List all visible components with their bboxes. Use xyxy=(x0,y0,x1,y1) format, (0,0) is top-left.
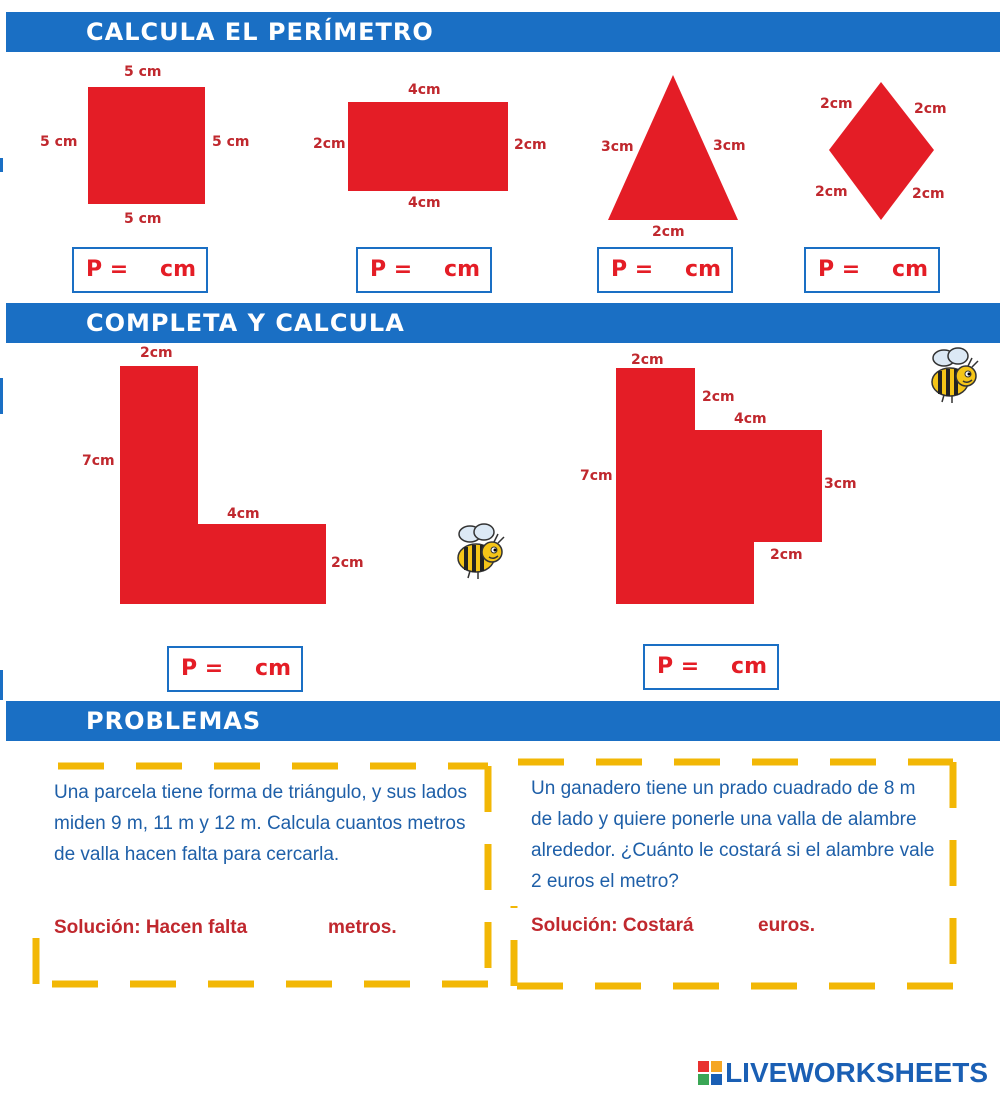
problem-1-solution-suffix: metros. xyxy=(328,917,397,938)
perimeter-unit: cm xyxy=(731,654,767,679)
perimeter-input-step-shape[interactable] xyxy=(703,655,731,681)
square-right-label: 5 cm xyxy=(212,134,250,150)
perimeter-input-square[interactable] xyxy=(132,258,160,284)
triangle-right-label: 3cm xyxy=(713,138,746,154)
logo-text: LIVEWORKSHEETS xyxy=(725,1057,988,1088)
step-shape-arm-top-label: 4cm xyxy=(734,411,767,427)
problem-2-solution-suffix: euros. xyxy=(758,915,816,936)
problem-1-solution-prefix: Solución: Hacen falta xyxy=(54,917,248,938)
perimeter-answer-box-step-shape xyxy=(643,644,779,690)
square-top-label: 5 cm xyxy=(124,64,162,80)
perimeter-answer-box-l-shape xyxy=(167,646,303,692)
problem-2-answer-input[interactable] xyxy=(706,913,754,939)
perimeter-answer-box-square xyxy=(72,247,208,293)
problem-2-solution-prefix: Solución: Costará xyxy=(531,915,694,936)
edge-mark xyxy=(0,378,3,414)
rectangle-bottom-label: 4cm xyxy=(408,195,441,211)
section-band-perimeter xyxy=(6,12,1000,52)
problem-1-text: Una parcela tiene forma de triángulo, y sus lados miden 9 m, 11 m y 12 m. Calcula cuantos metros de valla hacen falta para cercarla. xyxy=(54,782,467,865)
perimeter-prefix: P = xyxy=(181,656,224,681)
perimeter-answer-box-triangle xyxy=(597,247,733,293)
l-shape-top-label: 2cm xyxy=(140,345,173,361)
rectangle-right-label: 2cm xyxy=(514,137,547,153)
step-shape-lower-label: 2cm xyxy=(770,547,803,563)
triangle-left-label: 3cm xyxy=(601,139,634,155)
section-band-complete xyxy=(6,303,1000,343)
rectangle-left-label: 2cm xyxy=(313,136,346,152)
liveworksheets-logo xyxy=(698,1057,988,1089)
rhombus-top-left-label: 2cm xyxy=(820,96,853,112)
l-shape-left-label: 7cm xyxy=(82,453,115,469)
perimeter-unit: cm xyxy=(444,257,480,282)
perimeter-prefix: P = xyxy=(370,257,413,282)
perimeter-input-rectangle[interactable] xyxy=(416,258,444,284)
section-title: PROBLEMAS xyxy=(86,707,262,735)
bee-illustration xyxy=(922,344,984,406)
step-shape-arm-right-label: 3cm xyxy=(824,476,857,492)
perimeter-unit: cm xyxy=(255,656,291,681)
rhombus-bottom-left-label: 2cm xyxy=(815,184,848,200)
bee-illustration xyxy=(448,520,510,582)
problem-1-answer-input[interactable] xyxy=(268,915,322,941)
rectangle-shape xyxy=(348,102,508,191)
l-shape xyxy=(118,364,330,608)
perimeter-prefix: P = xyxy=(818,257,861,282)
rhombus-top-right-label: 2cm xyxy=(914,101,947,117)
step-shape-top-label: 2cm xyxy=(631,352,664,368)
section-band-problems xyxy=(6,701,1000,741)
square-shape xyxy=(88,87,205,204)
edge-mark xyxy=(0,670,3,700)
perimeter-prefix: P = xyxy=(657,654,700,679)
step-shape-step-label: 2cm xyxy=(702,389,735,405)
section-title: CALCULA EL PERÍMETRO xyxy=(86,18,434,46)
perimeter-input-rhombus[interactable] xyxy=(864,258,892,284)
perimeter-prefix: P = xyxy=(611,257,654,282)
square-bottom-label: 5 cm xyxy=(124,211,162,227)
problem-2-text: Un ganadero tiene un prado cuadrado de 8 m de lado y quiere ponerle una valla de alambre alrededor. ¿Cuánto le costará si el alambre vale 2 euros el metro? xyxy=(531,778,935,892)
square-left-label: 5 cm xyxy=(40,134,78,150)
rhombus-bottom-right-label: 2cm xyxy=(912,186,945,202)
perimeter-answer-box-rhombus xyxy=(804,247,940,293)
logo-grid-icon xyxy=(698,1061,722,1085)
l-shape-right-label: 2cm xyxy=(331,555,364,571)
step-shape-left-label: 7cm xyxy=(580,468,613,484)
section-title: COMPLETA Y CALCULA xyxy=(86,309,405,337)
perimeter-unit: cm xyxy=(160,257,196,282)
perimeter-unit: cm xyxy=(892,257,928,282)
perimeter-answer-box-rectangle xyxy=(356,247,492,293)
edge-mark xyxy=(0,158,3,172)
perimeter-prefix: P = xyxy=(86,257,129,282)
rectangle-top-label: 4cm xyxy=(408,82,441,98)
l-shape-inner-label: 4cm xyxy=(227,506,260,522)
perimeter-input-l-shape[interactable] xyxy=(227,657,255,683)
perimeter-input-triangle[interactable] xyxy=(657,258,685,284)
triangle-bottom-label: 2cm xyxy=(652,224,685,240)
perimeter-unit: cm xyxy=(685,257,721,282)
